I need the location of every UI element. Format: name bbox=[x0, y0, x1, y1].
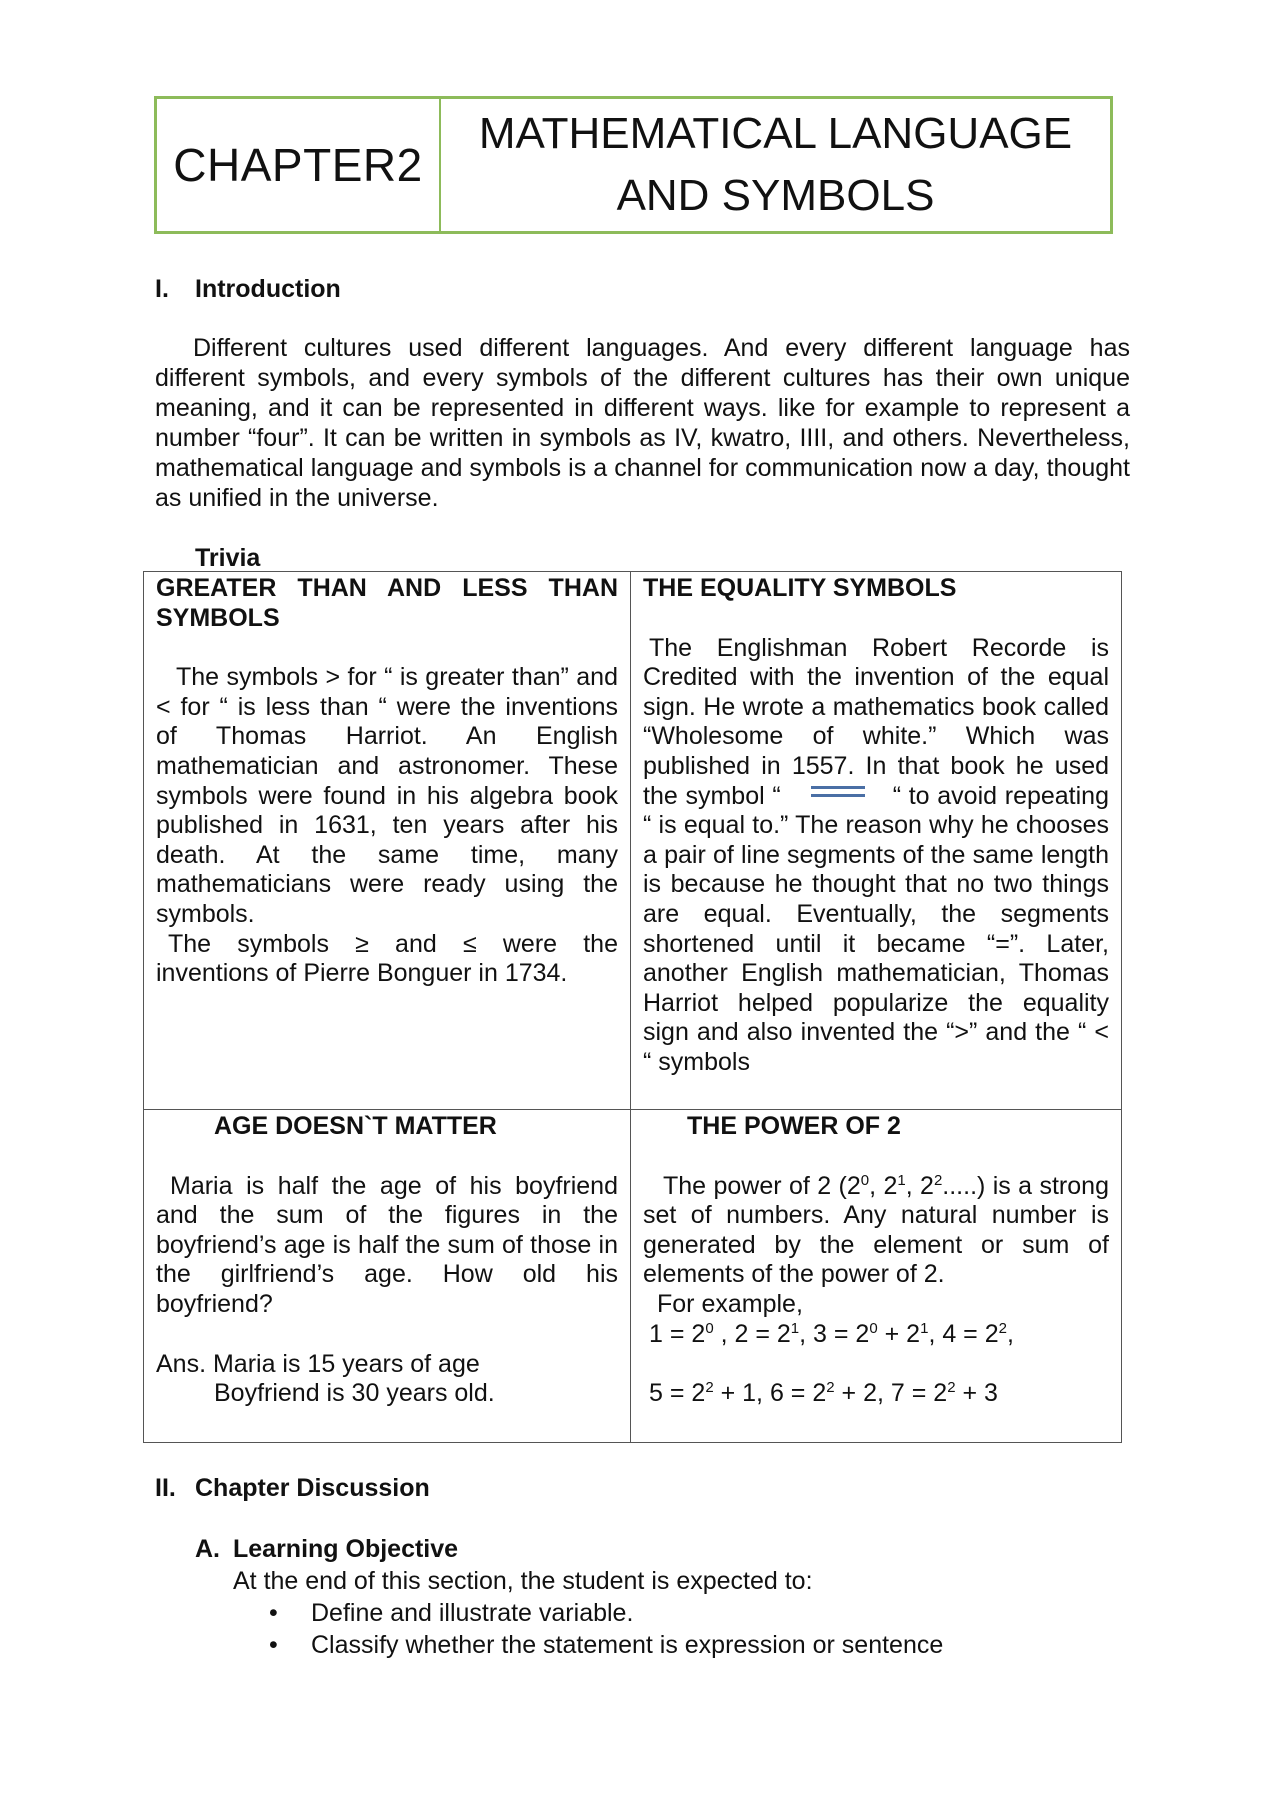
introduction-paragraph bbox=[155, 333, 1130, 513]
greater-less-paragraph: The symbols > for “ is greater than” and < for “ is less than “ were the inventions of Thomas Harriot. An English mathematician and astronomer. These symbols were found in his algebra book published in 1631, ten years after his death. At the same time, many mathematicians were ready using the symbols. bbox=[156, 663, 618, 928]
age-answer-line-2: Boyfriend is 30 years old. bbox=[214, 1379, 495, 1408]
discussion-title: Chapter Discussion bbox=[195, 1474, 430, 1502]
objective-letter: A. bbox=[195, 1535, 220, 1563]
introduction-heading bbox=[155, 275, 341, 304]
introduction-title: Introduction bbox=[195, 275, 341, 303]
trivia-cell-equality bbox=[631, 572, 1122, 1110]
chapter-title-line-1: MATHEMATICAL LANGUAGE bbox=[478, 109, 1073, 158]
greater-less-paragraph-2: The symbols ≥ and ≤ were the inventions of Pierre Bonguer in 1734. bbox=[156, 929, 618, 988]
equality-paragraph bbox=[643, 634, 1109, 1078]
objective-list bbox=[233, 1597, 943, 1661]
objective-intro: At the end of this section, the student is expected to: bbox=[233, 1567, 813, 1595]
list-item: • Define and illustrate variable. bbox=[233, 1597, 943, 1629]
chapter-discussion-heading bbox=[155, 1474, 430, 1503]
introduction-number: I. bbox=[155, 275, 169, 303]
chapter-header bbox=[154, 96, 1113, 234]
trivia-cell-greater-less bbox=[144, 572, 631, 1110]
chapter-number: CHAPTER2 bbox=[157, 99, 441, 231]
learning-objective-heading bbox=[195, 1535, 458, 1564]
age-answer-line-1: Ans. Maria is 15 years of age bbox=[156, 1349, 480, 1378]
greater-less-title: GREATER THAN AND LESS THAN SYMBOLS bbox=[156, 574, 618, 632]
power-example-line-1: $1 = 2^0$ , $2 = 2^1$, $3 = 2^0 + 2^1$, $4 = 2^2$, bbox=[649, 1319, 1014, 1348]
power-example-line-2: $5 = 2^2 + 1$, $6 = 2^2 + 2$, $7 = 2^2 + 3$ bbox=[649, 1379, 998, 1408]
trivia-cell-power bbox=[631, 1110, 1122, 1443]
age-title: AGE DOESN`T MATTER bbox=[214, 1112, 497, 1140]
trivia-table bbox=[143, 571, 1122, 1443]
chapter-title-line-2: AND SYMBOLS bbox=[616, 171, 935, 220]
discussion-number: II. bbox=[155, 1474, 176, 1502]
power-title: THE POWER OF 2 bbox=[687, 1112, 901, 1140]
equality-text-after: “ to avoid repeating “ is equal to.” The reason why he chooses a pair of line segments of the same length is because he thought that no two things are equal. Eventually, the segments shortened until it became “=”. Later, another English mathematician, Thomas Harriot helped popularize the equality sign and also invented the “>” and the “ < “ symbols bbox=[643, 781, 1109, 1076]
list-item: • Classify whether the statement is expression or sentence bbox=[233, 1629, 943, 1661]
trivia-label: Trivia bbox=[195, 544, 261, 572]
trivia-cell-age bbox=[144, 1110, 631, 1443]
chapter-title bbox=[441, 99, 1110, 231]
equality-text-before: The Englishman Robert Recorde is Credited with the invention of the equal sign. He wrote a mathematics book called “Wholesome of white.” Which was published in 1557. In that book he used the symbol “ bbox=[643, 633, 1109, 810]
age-paragraph: Maria is half the age of his boyfriend and the sum of the figures in the boyfriend’s age is half the sum of those in the girlfriend’s age. How old his boyfriend? bbox=[156, 1171, 618, 1318]
power-for-example: For example, bbox=[657, 1289, 803, 1318]
equality-title: THE EQUALITY SYMBOLS bbox=[643, 574, 957, 602]
double-line-icon bbox=[811, 786, 865, 802]
power-paragraph: The power of 2 ($2^0$, $2^1$, $2^2$.....) is a strong set of numbers. Any natural number is generated by the element or sum of elements of the power of 2. bbox=[643, 1171, 1109, 1289]
objective-title: Learning Objective bbox=[233, 1535, 459, 1563]
introduction-text: Different cultures used different languages. And every different language has different symbols, and every symbols of the different cultures has their own unique meaning, and it can be represented in different ways. like for example to represent a number “four”. It can be written in symbols as IV, kwatro, IIII, and others. Nevertheless, mathematical language and symbols is a channel for communication now a day, thought as unified in the universe. bbox=[155, 334, 1130, 512]
